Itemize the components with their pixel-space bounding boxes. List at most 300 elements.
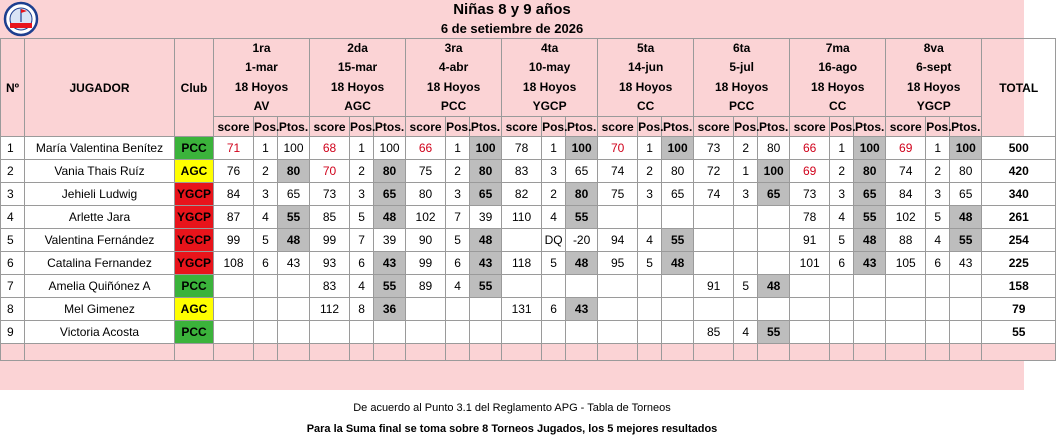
- table-row: [1, 137, 1056, 160]
- score-cell: 68: [310, 137, 350, 160]
- score-cell: 73: [694, 137, 734, 160]
- position-cell: 3: [446, 183, 470, 206]
- score-cell: 80: [406, 183, 446, 206]
- points-cell: [662, 206, 694, 229]
- points-cell: [566, 275, 598, 298]
- spacer-cell: [406, 344, 446, 361]
- points-cell: 48: [950, 206, 982, 229]
- points-cell: 48: [566, 252, 598, 275]
- points-cell: 43: [278, 252, 310, 275]
- spacer-cell: [25, 344, 175, 361]
- score-cell: [406, 298, 446, 321]
- total-cell: 261: [982, 206, 1056, 229]
- points-cell: 48: [662, 252, 694, 275]
- points-cell: [950, 321, 982, 344]
- subheader-score: score: [502, 117, 542, 137]
- score-cell: [694, 229, 734, 252]
- position-cell: [926, 298, 950, 321]
- score-cell: [214, 298, 254, 321]
- score-cell: 85: [310, 206, 350, 229]
- event-date: 10-may: [528, 60, 571, 75]
- position-cell: 2: [542, 183, 566, 206]
- points-cell: [854, 275, 886, 298]
- spacer-cell: [446, 344, 470, 361]
- points-cell: 65: [566, 160, 598, 183]
- club-badge: PCC: [175, 275, 214, 298]
- position-cell: [446, 321, 470, 344]
- spacer-cell: [638, 344, 662, 361]
- score-cell: 88: [886, 229, 926, 252]
- spacer-cell: [830, 344, 854, 361]
- spacer-cell: [374, 344, 406, 361]
- position-cell: 8: [350, 298, 374, 321]
- subheader-pos: Pos.: [350, 117, 374, 137]
- points-cell: [470, 298, 502, 321]
- points-cell: [278, 321, 310, 344]
- score-cell: 74: [694, 183, 734, 206]
- total-cell: 225: [982, 252, 1056, 275]
- row-number: 1: [1, 137, 25, 160]
- score-cell: 74: [886, 160, 926, 183]
- points-cell: 80: [374, 160, 406, 183]
- score-cell: [790, 275, 830, 298]
- score-cell: 66: [790, 137, 830, 160]
- position-cell: 6: [830, 252, 854, 275]
- score-cell: 118: [502, 252, 542, 275]
- points-cell: 80: [662, 160, 694, 183]
- score-cell: 95: [598, 252, 638, 275]
- footer-note: De acuerdo al Punto 3.1 del Reglamento APG - Tabla de Torneos: [353, 402, 671, 414]
- event-venue: PCC: [440, 98, 467, 113]
- score-cell: 72: [694, 160, 734, 183]
- score-cell: 70: [310, 160, 350, 183]
- points-cell: 55: [374, 275, 406, 298]
- points-cell: 48: [854, 229, 886, 252]
- table-row: [1, 206, 1056, 229]
- header-club: Club: [175, 39, 214, 137]
- points-cell: 55: [278, 206, 310, 229]
- points-cell: 100: [470, 137, 502, 160]
- spacer-cell: [886, 344, 926, 361]
- position-cell: 1: [926, 137, 950, 160]
- spacer-cell: [310, 344, 350, 361]
- total-cell: 79: [982, 298, 1056, 321]
- event-venue: CC: [636, 98, 655, 113]
- points-cell: 100: [758, 160, 790, 183]
- row-number: 3: [1, 183, 25, 206]
- club-badge: YGCP: [175, 252, 214, 275]
- event-date: 5-jul: [729, 60, 754, 75]
- spacer-cell: [598, 344, 638, 361]
- position-cell: 4: [542, 206, 566, 229]
- score-cell: 131: [502, 298, 542, 321]
- position-cell: [254, 275, 278, 298]
- position-cell: [734, 229, 758, 252]
- table-row: [1, 183, 1056, 206]
- page-date: 6 de setiembre de 2026: [440, 21, 584, 36]
- score-cell: [310, 321, 350, 344]
- points-cell: [278, 275, 310, 298]
- position-cell: 7: [350, 229, 374, 252]
- score-cell: [886, 321, 926, 344]
- score-cell: [790, 298, 830, 321]
- points-cell: [758, 298, 790, 321]
- score-cell: [598, 298, 638, 321]
- event-date: 14-jun: [627, 60, 664, 75]
- position-cell: [254, 321, 278, 344]
- subheader-score: score: [406, 117, 446, 137]
- position-cell: 2: [254, 160, 278, 183]
- event-order: 8va: [923, 41, 944, 56]
- position-cell: 4: [734, 321, 758, 344]
- position-cell: 3: [638, 183, 662, 206]
- table-row: [1, 229, 1056, 252]
- subheader-pos: Pos.: [734, 117, 758, 137]
- event-order: 3ra: [444, 41, 463, 56]
- points-cell: 65: [950, 183, 982, 206]
- event-venue: AGC: [344, 98, 371, 113]
- points-cell: 48: [374, 206, 406, 229]
- subheader-pos: Pos.: [926, 117, 950, 137]
- points-cell: 80: [470, 160, 502, 183]
- row-number: 4: [1, 206, 25, 229]
- event-order: 4ta: [540, 41, 559, 56]
- score-cell: [598, 321, 638, 344]
- position-cell: [254, 298, 278, 321]
- points-cell: [374, 321, 406, 344]
- event-header: [310, 39, 406, 117]
- spacer-cell: [470, 344, 502, 361]
- score-cell: 75: [598, 183, 638, 206]
- event-header: [886, 39, 982, 117]
- score-cell: 82: [502, 183, 542, 206]
- score-cell: [694, 206, 734, 229]
- score-cell: 73: [790, 183, 830, 206]
- score-cell: 74: [598, 160, 638, 183]
- points-cell: 100: [566, 137, 598, 160]
- points-cell: 80: [566, 183, 598, 206]
- score-cell: 76: [214, 160, 254, 183]
- event-venue: PCC: [729, 98, 755, 113]
- position-cell: 5: [638, 252, 662, 275]
- points-cell: 55: [470, 275, 502, 298]
- score-cell: 84: [886, 183, 926, 206]
- player-name: Jehieli Ludwig: [25, 183, 175, 206]
- position-cell: 4: [638, 229, 662, 252]
- position-cell: 6: [926, 252, 950, 275]
- points-cell: 39: [374, 229, 406, 252]
- spacer-cell: [790, 344, 830, 361]
- position-cell: [830, 321, 854, 344]
- position-cell: 5: [350, 206, 374, 229]
- position-cell: 2: [830, 160, 854, 183]
- position-cell: 3: [926, 183, 950, 206]
- points-cell: 65: [758, 183, 790, 206]
- subheader-pts: Ptos.: [662, 117, 694, 137]
- spacer-row: [1, 344, 1056, 361]
- score-cell: 99: [406, 252, 446, 275]
- score-cell: 99: [214, 229, 254, 252]
- event-holes: 18 Hoyos: [714, 79, 769, 94]
- subheader-pos: Pos.: [254, 117, 278, 137]
- points-cell: 43: [950, 252, 982, 275]
- position-cell: [926, 321, 950, 344]
- total-cell: 340: [982, 183, 1056, 206]
- position-cell: 5: [926, 206, 950, 229]
- score-cell: 102: [886, 206, 926, 229]
- event-holes: 18 Hoyos: [330, 79, 385, 94]
- player-name: Arlette Jara: [25, 206, 175, 229]
- score-cell: 69: [886, 137, 926, 160]
- spacer-cell: [926, 344, 950, 361]
- spacer-cell: [214, 344, 254, 361]
- event-venue: YGCP: [916, 98, 951, 113]
- score-cell: [214, 321, 254, 344]
- subheader-score: score: [886, 117, 926, 137]
- score-cell: 89: [406, 275, 446, 298]
- position-cell: [350, 321, 374, 344]
- event-order: 2da: [347, 41, 368, 56]
- position-cell: 2: [638, 160, 662, 183]
- points-cell: [854, 298, 886, 321]
- points-cell: [662, 298, 694, 321]
- position-cell: 4: [830, 206, 854, 229]
- points-cell: 80: [950, 160, 982, 183]
- score-cell: 70: [598, 137, 638, 160]
- score-cell: [406, 321, 446, 344]
- score-cell: 69: [790, 160, 830, 183]
- event-date: 6-sept: [916, 60, 952, 75]
- points-cell: 55: [758, 321, 790, 344]
- event-order: 6ta: [733, 41, 751, 56]
- player-name: Mel Gimenez: [25, 298, 175, 321]
- score-cell: [598, 206, 638, 229]
- spacer-cell: [566, 344, 598, 361]
- score-cell: 105: [886, 252, 926, 275]
- total-cell: 420: [982, 160, 1056, 183]
- position-cell: 7: [446, 206, 470, 229]
- position-cell: 2: [926, 160, 950, 183]
- event-header: [790, 39, 886, 117]
- total-cell: 500: [982, 137, 1056, 160]
- position-cell: 1: [446, 137, 470, 160]
- spacer-cell: [278, 344, 310, 361]
- points-cell: 43: [854, 252, 886, 275]
- score-cell: [886, 275, 926, 298]
- position-cell: 6: [542, 298, 566, 321]
- event-holes: 18 Hoyos: [234, 79, 289, 94]
- position-cell: 1: [638, 137, 662, 160]
- spacer-cell: [502, 344, 542, 361]
- position-cell: 3: [734, 183, 758, 206]
- event-header: [694, 39, 790, 117]
- score-cell: 112: [310, 298, 350, 321]
- subheader-pos: Pos.: [542, 117, 566, 137]
- points-cell: [662, 275, 694, 298]
- row-number: 8: [1, 298, 25, 321]
- header-num: Nº: [1, 39, 25, 137]
- score-cell: 87: [214, 206, 254, 229]
- position-cell: 5: [830, 229, 854, 252]
- score-cell: 71: [214, 137, 254, 160]
- header-player: JUGADOR: [25, 39, 175, 137]
- club-badge: YGCP: [175, 229, 214, 252]
- spacer-cell: [950, 344, 982, 361]
- score-cell: 78: [790, 206, 830, 229]
- position-cell: [542, 275, 566, 298]
- table-row: [1, 160, 1056, 183]
- score-cell: 91: [790, 229, 830, 252]
- position-cell: [734, 252, 758, 275]
- points-cell: 39: [470, 206, 502, 229]
- spacer-cell: [662, 344, 694, 361]
- score-cell: [502, 275, 542, 298]
- points-cell: 48: [278, 229, 310, 252]
- event-venue: YGCP: [532, 98, 567, 113]
- score-cell: 83: [502, 160, 542, 183]
- score-cell: 91: [694, 275, 734, 298]
- score-cell: 83: [310, 275, 350, 298]
- score-cell: 94: [598, 229, 638, 252]
- position-cell: 3: [350, 183, 374, 206]
- score-cell: 99: [310, 229, 350, 252]
- points-cell: 100: [854, 137, 886, 160]
- event-holes: 18 Hoyos: [426, 79, 481, 94]
- spacer-cell: [854, 344, 886, 361]
- subheader-score: score: [598, 117, 638, 137]
- position-cell: 1: [254, 137, 278, 160]
- points-cell: 65: [854, 183, 886, 206]
- position-cell: 4: [926, 229, 950, 252]
- points-cell: [950, 298, 982, 321]
- position-cell: [734, 298, 758, 321]
- club-badge: PCC: [175, 137, 214, 160]
- score-cell: 84: [214, 183, 254, 206]
- position-cell: 1: [350, 137, 374, 160]
- player-name: Valentina Fernández: [25, 229, 175, 252]
- score-cell: 93: [310, 252, 350, 275]
- points-cell: 65: [470, 183, 502, 206]
- event-holes: 18 Hoyos: [618, 79, 673, 94]
- points-cell: [566, 321, 598, 344]
- spacer-cell: [175, 344, 214, 361]
- points-cell: 100: [950, 137, 982, 160]
- event-header: [598, 39, 694, 117]
- row-number: 9: [1, 321, 25, 344]
- subheader-pts: Ptos.: [854, 117, 886, 137]
- points-cell: 43: [566, 298, 598, 321]
- event-venue: AV: [253, 98, 270, 113]
- score-cell: 101: [790, 252, 830, 275]
- spacer-cell: [734, 344, 758, 361]
- points-cell: 100: [278, 137, 310, 160]
- score-cell: [790, 321, 830, 344]
- event-venue: CC: [829, 98, 847, 113]
- score-cell: [694, 298, 734, 321]
- points-cell: 55: [566, 206, 598, 229]
- position-cell: 6: [446, 252, 470, 275]
- points-cell: 36: [374, 298, 406, 321]
- club-badge: YGCP: [175, 183, 214, 206]
- points-cell: 55: [662, 229, 694, 252]
- page-title: Niñas 8 y 9 años: [453, 1, 571, 18]
- score-cell: [694, 252, 734, 275]
- position-cell: [830, 298, 854, 321]
- subheader-pts: Ptos.: [950, 117, 982, 137]
- club-badge: PCC: [175, 321, 214, 344]
- event-header: [502, 39, 598, 117]
- score-cell: [598, 275, 638, 298]
- spacer-cell: [542, 344, 566, 361]
- score-cell: 73: [310, 183, 350, 206]
- score-cell: 66: [406, 137, 446, 160]
- position-cell: 1: [542, 137, 566, 160]
- position-cell: 3: [830, 183, 854, 206]
- points-cell: 100: [374, 137, 406, 160]
- player-name: Amelia Quiñónez A: [25, 275, 175, 298]
- position-cell: [638, 275, 662, 298]
- points-cell: 65: [374, 183, 406, 206]
- row-number: 6: [1, 252, 25, 275]
- position-cell: 2: [446, 160, 470, 183]
- table-row: [1, 298, 1056, 321]
- row-number: 5: [1, 229, 25, 252]
- points-cell: 65: [662, 183, 694, 206]
- points-cell: 80: [278, 160, 310, 183]
- position-cell: [542, 321, 566, 344]
- position-cell: 6: [350, 252, 374, 275]
- total-cell: 158: [982, 275, 1056, 298]
- subheader-pos: Pos.: [830, 117, 854, 137]
- position-cell: [446, 298, 470, 321]
- score-cell: 78: [502, 137, 542, 160]
- spacer-cell: [758, 344, 790, 361]
- points-cell: [758, 206, 790, 229]
- subheader-pts: Ptos.: [566, 117, 598, 137]
- points-cell: [662, 321, 694, 344]
- subheader-pts: Ptos.: [374, 117, 406, 137]
- position-cell: 5: [734, 275, 758, 298]
- player-name: Victoria Acosta: [25, 321, 175, 344]
- subheader-pts: Ptos.: [758, 117, 790, 137]
- player-name: Vania Thais Ruíz: [25, 160, 175, 183]
- subheader-score: score: [310, 117, 350, 137]
- event-order: 1ra: [252, 41, 271, 56]
- position-cell: 2: [734, 137, 758, 160]
- position-cell: 5: [254, 229, 278, 252]
- subheader-pos: Pos.: [446, 117, 470, 137]
- points-cell: 55: [854, 206, 886, 229]
- position-cell: 1: [830, 137, 854, 160]
- score-cell: 102: [406, 206, 446, 229]
- subheader-pos: Pos.: [638, 117, 662, 137]
- position-cell: DQ: [542, 229, 566, 252]
- event-header: [406, 39, 502, 117]
- points-cell: [758, 252, 790, 275]
- score-cell: [886, 298, 926, 321]
- points-cell: [278, 298, 310, 321]
- subheader-score: score: [214, 117, 254, 137]
- subheader-score: score: [790, 117, 830, 137]
- player-name: María Valentina Benítez: [25, 137, 175, 160]
- score-cell: 110: [502, 206, 542, 229]
- position-cell: 3: [254, 183, 278, 206]
- points-cell: [950, 275, 982, 298]
- score-cell: 108: [214, 252, 254, 275]
- club-badge: AGC: [175, 160, 214, 183]
- points-cell: 80: [758, 137, 790, 160]
- table-row: [1, 321, 1056, 344]
